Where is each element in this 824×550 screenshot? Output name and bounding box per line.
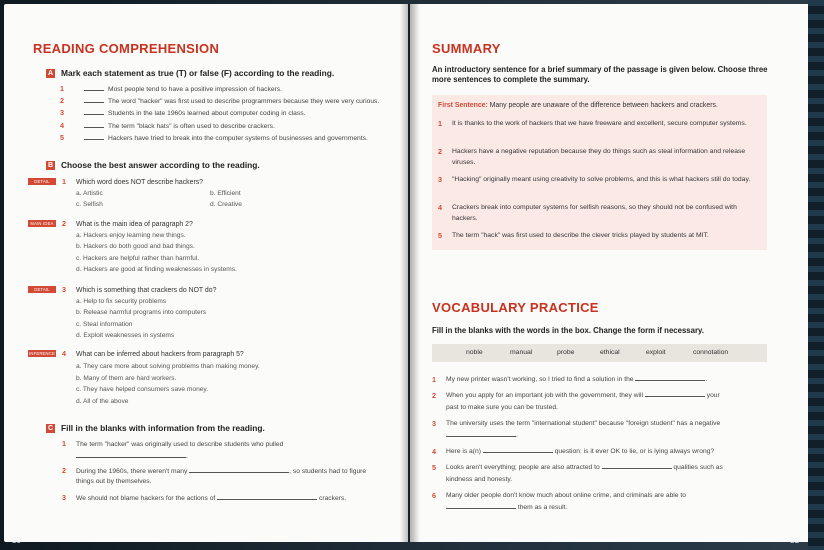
question-tag: DETAIL	[28, 178, 56, 185]
answer-blank[interactable]	[446, 430, 516, 437]
tf-item-1: 1 Most people tend to have a positive impression of hackers.	[60, 84, 282, 93]
question-1: 1 Which word does NOT describe hackers?	[62, 177, 204, 186]
option[interactable]: a. They care more about solving problems than making money.	[76, 363, 260, 370]
section-c-instruction: Fill in the blanks with information from the reading.	[61, 423, 265, 433]
reading-title: READING COMPREHENSION	[33, 41, 220, 56]
word-box-item: noble	[466, 349, 483, 356]
option[interactable]: a. Hackers enjoy learning new things.	[76, 232, 186, 239]
first-sentence	[438, 102, 718, 109]
first-sentence-text: Many people are unaware of the difference between hackers and crackers.	[489, 102, 718, 109]
summary-option-2[interactable]: 2 Hackers have a negative reputation because they do things such as steal information and release viruses.	[438, 147, 746, 166]
vocab-item-2-cont: past to make sure you can be trusted.	[446, 404, 558, 411]
option[interactable]: d. Creative	[210, 201, 242, 208]
answer-blank[interactable]	[645, 390, 705, 397]
vocab-item-3-cont: .	[432, 430, 767, 442]
summary-option-4[interactable]: 4 Crackers break into computer systems for selfish reasons, so they should not be confused with hackers.	[438, 203, 737, 222]
answer-blank[interactable]	[189, 466, 289, 473]
vocab-item-5: 5 Looks aren't everything; people are also attracted to qualities such as	[432, 463, 723, 472]
word-box-item: probe	[557, 349, 575, 356]
answer-blank[interactable]	[84, 134, 104, 140]
answer-blank[interactable]	[84, 85, 104, 91]
vocab-item-2: 2 When you apply for an important job with the government, they will your	[432, 391, 720, 400]
option[interactable]: d. All of the above	[76, 398, 129, 405]
option[interactable]: b. Efficient	[210, 190, 241, 197]
word-box-item: connotation	[693, 349, 729, 356]
answer-blank[interactable]	[635, 374, 705, 381]
fill-item-3: 3 We should not blame hackers for the actions of crackers.	[62, 493, 347, 502]
fill-item-1-blank-line: .	[76, 451, 188, 460]
vocab-title: VOCABULARY PRACTICE	[432, 300, 599, 315]
option[interactable]: a. Artistic	[76, 190, 103, 197]
option[interactable]: c. Selfish	[76, 201, 103, 208]
option[interactable]: d. Exploit weaknesses in systems	[76, 332, 175, 339]
option[interactable]: b. Release harmful programs into computers	[76, 309, 207, 316]
summary-option-5[interactable]: 5 The term "hack" was first used to describe the clever tricks played by students at MIT.	[438, 231, 709, 240]
option[interactable]: d. Hackers are good at finding weaknesses in systems.	[76, 266, 237, 273]
fill-item-1: 1 The term "hacker" was originally used to describe students who pulled	[62, 439, 284, 448]
section-c-letter: C	[47, 424, 54, 432]
vocab-item-1: 1 My new printer wasn't working, so I tried to find a solution in the .	[432, 375, 708, 384]
word-box-item: ethical	[600, 349, 620, 356]
answer-blank[interactable]	[446, 502, 516, 509]
answer-blank[interactable]	[84, 109, 104, 115]
option[interactable]: a. Help to fix security problems	[76, 298, 167, 305]
page-number-left: 30	[12, 536, 21, 545]
option[interactable]: c. Hackers are helpful rather than harmful.	[76, 255, 200, 262]
option[interactable]: c. They have helped consumers save money.	[76, 386, 209, 393]
first-sentence-label: First Sentence:	[438, 102, 488, 109]
page-number-right: 31	[790, 536, 799, 545]
vocab-instruction: Fill in the blanks with the words in the box. Change the form if necessary.	[432, 326, 704, 335]
section-b-instruction: Choose the best answer according to the reading.	[61, 160, 260, 170]
answer-blank[interactable]	[76, 451, 186, 458]
fill-item-2-cont: things out by themselves.	[76, 478, 152, 485]
option[interactable]: c. Steal information	[76, 321, 133, 328]
summary-option-1[interactable]: 1 It is thanks to the work of hackers that we have freeware and excellent, secure computer systems.	[438, 119, 747, 128]
vocab-item-4: 4 Here is a(n) question: is it ever OK to lie, or is lying always wrong?	[432, 447, 715, 456]
summary-instruction: An introductory sentence for a brief summary of the passage is given below. Choose three more sentences to complete the summary.	[432, 65, 768, 84]
section-b-letter: B	[47, 161, 54, 169]
summary-option-3[interactable]: 3 "Hacking" originally meant using creativity to solve problems, and this is what hackers still do today.	[438, 175, 751, 184]
tf-item-5: 5 Hackers have tried to break into the computer systems of businesses and governments.	[60, 133, 368, 142]
answer-blank[interactable]	[84, 122, 104, 128]
question-tag: INFERENCE	[29, 351, 55, 356]
word-box-item: exploit	[646, 349, 666, 356]
answer-blank[interactable]	[483, 446, 553, 453]
cover-decoration	[808, 0, 824, 550]
section-a-heading	[46, 68, 334, 78]
book-gutter	[400, 4, 420, 542]
section-c-heading	[46, 423, 265, 433]
question-3: 3 Which is something that crackers do NOT do?	[62, 285, 217, 294]
fill-item-2: 2 During the 1960s, there weren't many , so students had to figure	[62, 466, 367, 475]
question-tag: DETAIL	[28, 286, 56, 293]
question-2: 2 What is the main idea of paragraph 2?	[62, 219, 193, 228]
section-a-letter: A	[47, 69, 54, 77]
section-b-heading	[46, 160, 260, 170]
question-4: 4 What can be inferred about hackers from paragraph 5?	[62, 349, 244, 358]
vocab-item-6: 6 Many older people don't know much about online crime, and criminals are able to	[432, 491, 686, 500]
option[interactable]: b. Many of them are hard workers.	[76, 375, 177, 382]
vocab-item-5-cont: kindness and honesty.	[446, 476, 513, 483]
answer-blank[interactable]	[84, 97, 104, 103]
tf-item-4: 4 The term "black hats" is often used to describe crackers.	[60, 121, 275, 130]
answer-blank[interactable]	[217, 493, 317, 500]
answer-blank[interactable]	[602, 462, 672, 469]
section-a-instruction: Mark each statement as true (T) or false (F) according to the reading.	[61, 68, 335, 78]
word-box-item: manual	[510, 349, 533, 356]
summary-title: SUMMARY	[432, 41, 501, 56]
tf-item-2: 2 The word "hacker" was first used to describe programmers because they were very curious.	[60, 96, 380, 105]
tf-item-3: 3 Students in the late 1960s learned about computer coding in class.	[60, 108, 306, 117]
vocab-item-6-cont: them as a result.	[432, 502, 767, 514]
option[interactable]: b. Hackers do both good and bad things.	[76, 243, 195, 250]
question-tag: MAIN IDEA	[28, 220, 56, 227]
vocab-item-3: 3 The university uses the term "international student" because "foreign student" has a negative	[432, 419, 721, 428]
